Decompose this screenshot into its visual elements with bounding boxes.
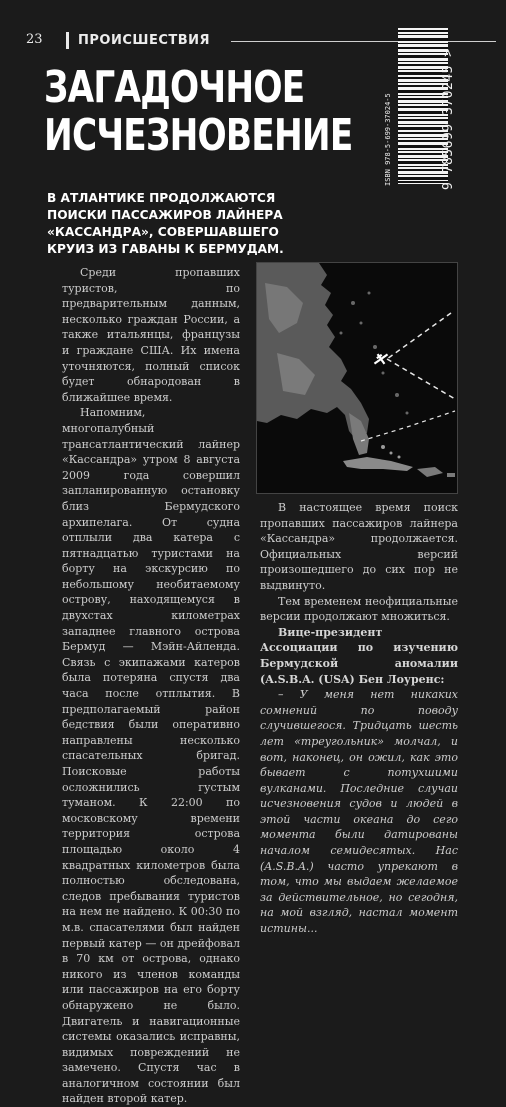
left-column <box>62 265 240 1106</box>
body-paragraph: Напомним, многопалубный трансатлантический лайнер «Кассандра» утром 8 августа 2009 года совершил запланированную остановку близ Бермудского архипелага. От судна отплыли два катера с пятнадцатью туристами на борту на экскурсию по небольшому необитаемому острову, находящемуся в двухстах километрах западнее главного острова Бермуд — Мэйн-Айленда. Связь с экипажами катеров была потеряна спустя два часа после отплытия. В предполагаемый район бедствия были оперативно направлены несколько спасательных бригад. Поисковые работы осложнились густым туманом. К 22:00 по московскому времени территория острова площадью около 4 квадратных километров была полностью обследована, следов пребывания туристов на нем не найдено. К 00:30 по м.в. спасателями был найден первый катер — он дрейфовал в 70 км от острова, однако никого из членов команды или пассажиров на его борту обнаружено не было. Двигатель и навигационные системы оказались исправны, видимых повреждений не замечено. Спустя час в аналогичном состоянии был найден второй катер. <box>62 406 240 1106</box>
isbn-label: ISBN 978-5-699-37024-5 <box>384 93 392 186</box>
header-divider <box>66 32 69 49</box>
lead-line: В АТЛАНТИКЕ ПРОДОЛЖАЮТСЯ <box>47 191 276 205</box>
section-title: ПРОИСШЕСТВИЯ <box>78 33 211 48</box>
lead-line: ПОИСКИ ПАССАЖИРОВ ЛАЙНЕРА <box>47 208 283 222</box>
ean-digits: 9 785699 370245 > <box>441 48 456 190</box>
speaker-quote: – У меня нет никаких сомнений по поводу случившегося. Тридцать шесть лет «треугольник» молчал, и вот, наконец, он ожил, как это бывает с потухшими вулканами. Последние случаи исчезновения судов и людей в этой части океана до сего момента были датированы началом семидесятых. Нас (A.S.B.A.) часто упрекают в том, что мы выдаем желаемое за действительное, но сегодня, на мой взгляд, настал момент истины... <box>260 688 458 936</box>
body-paragraph: В настоящее время поиск пропавших пассажиров лайнера «Кассандра» продолжается. Официальных версий произошедшего до сих пор не выдвинуто. <box>260 501 458 592</box>
body-paragraph: Тем временем неофициальные версии продолжают множиться. <box>260 594 458 624</box>
lead-line: «КАССАНДРА», СОВЕРШАВШЕГО <box>47 225 279 239</box>
headline: ЗАГАДОЧНОЕ ИСЧЕЗНОВЕНИЕ <box>44 62 353 161</box>
lead-line: КРУИЗ ИЗ ГАВАНЫ К БЕРМУДАМ. <box>47 242 284 256</box>
satellite-map-icon <box>256 262 458 494</box>
speaker-intro: Вице-президент Ассоциации по изучению Бермудской аномалии (A.S.B.A. (USA) Бен Лоуренс: <box>260 625 458 686</box>
lead-paragraph <box>47 190 477 258</box>
right-column <box>260 500 458 936</box>
body-paragraph: Среди пропавших туристов, по предварительным данным, несколько граждан России, а также итальянцы, французы и граждане США. Их имена уточняются, полный список будет обнародован в ближайшее время. <box>62 266 240 404</box>
page-number: 23 <box>26 32 43 47</box>
